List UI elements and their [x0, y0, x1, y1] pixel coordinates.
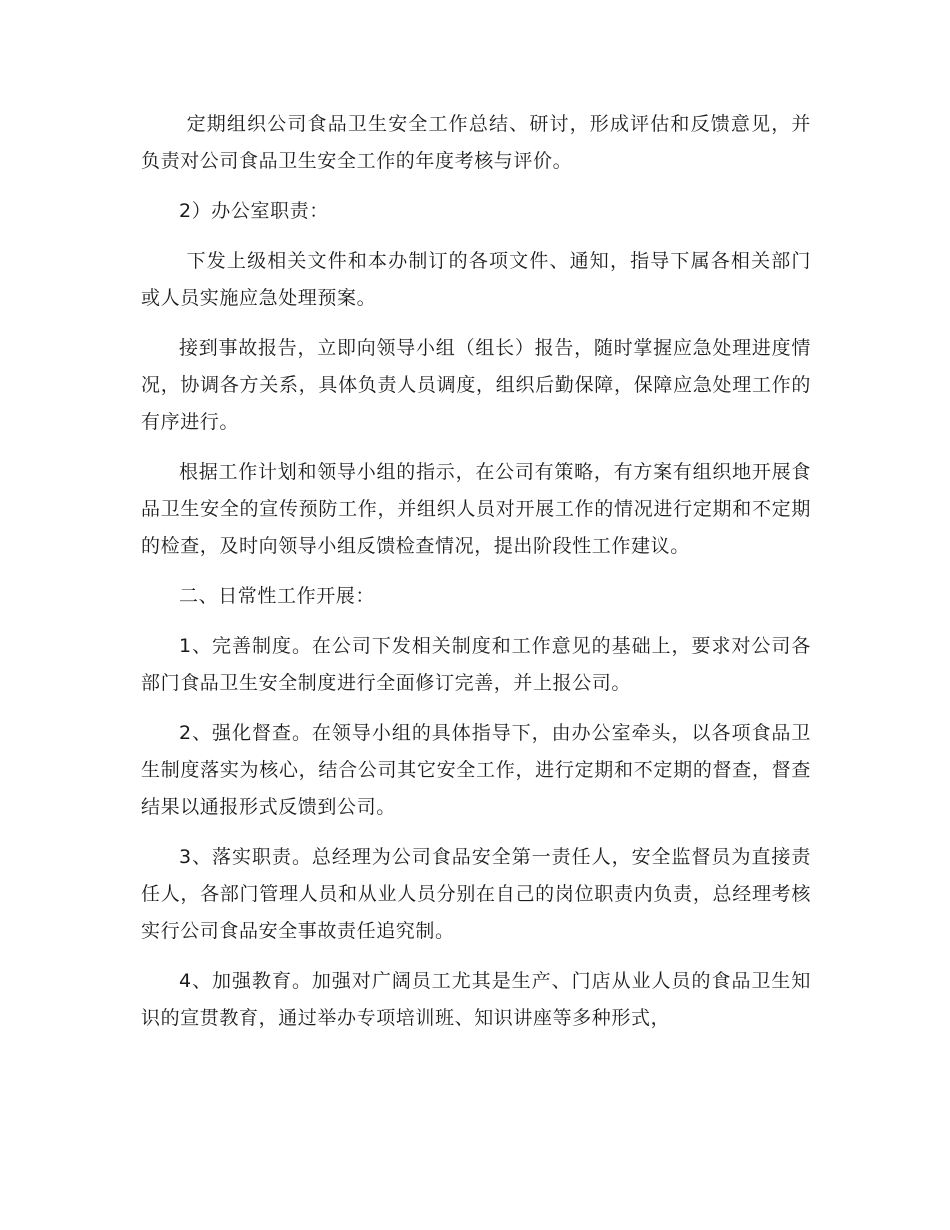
paragraph-9: 3、落实职责。总经理为公司食品安全第一责任人，安全监督员为直接责任人，各部门管理人员和从业人员分别在自己的岗位职责内负责，总经理考核实行公司食品安全事故责任追究制。 [141, 846, 811, 942]
document-body [141, 106, 811, 1050]
paragraph-1: 定期组织公司食品卫生安全工作总结、研讨，形成评估和反馈意见，并负责对公司食品卫生安全工作的年度考核与评价。 [141, 113, 811, 172]
paragraph-4: 接到事故报告，立即向领导小组（组长）报告，随时掌握应急处理进度情况，协调各方关系，具体负责人员调度，组织后勤保障，保障应急处理工作的有序进行。 [141, 337, 811, 433]
paragraph-8: 2、强化督查。在领导小组的具体指导下，由办公室牵头，以各项食品卫生制度落实为核心，结合公司其它安全工作，进行定期和不定期的督查，督查结果以通报形式反馈到公司。 [141, 722, 811, 818]
paragraph-3: 下发上级相关文件和本办制订的各项文件、通知，指导下属各相关部门或人员实施应急处理预案。 [141, 250, 811, 309]
paragraph-10: 4、加强教育。加强对广阔员工尤其是生产、门店从业人员的食品卫生知识的宣贯教育，通过举办专项培训班、知识讲座等多种形式， [141, 970, 811, 1029]
section-heading-office-duties: 2）办公室职责： [179, 200, 329, 222]
paragraph-5: 根据工作计划和领导小组的指示，在公司有策略，有方案有组织地开展食品卫生安全的宣传预防工作，并组织人员对开展工作的情况进行定期和不定期的检查，及时向领导小组反馈检查情况，提出阶段性工作建议。 [141, 461, 811, 557]
section-heading-daily-work: 二、日常性工作开展： [179, 585, 376, 607]
paragraph-7: 1、完善制度。在公司下发相关制度和工作意见的基础上，要求对公司各部门食品卫生安全制度进行全面修订完善，并上报公司。 [141, 635, 811, 694]
